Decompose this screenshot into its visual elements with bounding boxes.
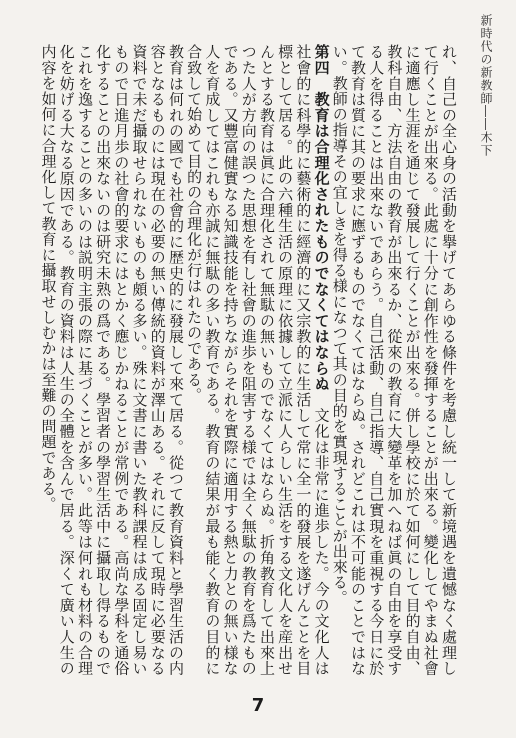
running-head: 新時代の新教師――木下 [479,14,493,157]
main-text [22,44,458,676]
section-heading: 第四 教育は合理化されたものでなくてはならぬ [312,44,331,392]
section-body: 文化は非常に進歩した。今の文化人は社會的に科學的に藝術的に經濟的に又宗教的に生活して常に全一的發展を遂げんことを目標として居る。此の六種生活の原理に依據して立派に人らしい生活をする文化人を産出せんとする教育は眞に合理化されて無駄の無いものでなくてはならぬ。折角教育して出來上つた人が方向の誤つた思想を有し社會の進歩を阻害する様では全く無駄の教育を爲たものである。又豐富健實なる知識技能を持ちながらそれを實際に適用する熱と力との無い様な人を育成してはこれも亦誠に無駄の多い教育である。教育の結果が最も能く教育の目的に合致して始めて目的の合理化が行はれたのである。 [185,44,331,676]
section-paragraph [185,44,331,676]
page-number: 7 [251,695,265,716]
paragraph: れ、自己の全心身の活動を擧げてあらゆる條件を考慮し統一して新境遇を遺憾なく處理して行くことが出來る。此處に十分に創作性を發揮することが出來る。變化してやまぬ社會に適應し生涯を通じて發展して行くことが出來る。併し學校に於て如何にして目的自由、教科自由、方法自由の教育が出來るか、從來の教育に大變革を加へねば眞の自由を享受する人を得ることは出來ないであらう。自己活動、自己指導、自己實現を重視する今日に於て教育は質に其の要求に應ずるものでなくてはならぬ。されどこれは不可能のことではない。教師の指導その宜しきを得る様になつて其の目的を實現することが出來る。 [330,44,458,676]
paragraph: 教育は何れの國でも社會的に歴史的に發展して來て居る。從つて教育資料と學習生活の内容となるものには現在の必要の無い傳統的資料が澤山ある。それに反して現時に必要なる資料で未だ攝取せられないものも頗る多い。殊に文書に書いた教科課程は成る固定し易いもので日進月歩の社會的要求にはとかく應じかねることが常例である。高尚な學科を通俗化することの出來ないのは研究未熟の爲である。學習者の學習生活中に攝取し得るものでこれを逸することの多いのは説明主張の際に基づくことが多い。此等は何れも材料の合理化を妨げる大なる原因である。教育の資料は人生の全體を含んで居る。深くて廣い人生の内容を如何に合理化して教育に攝取せしむかは至難の問題である。 [39,44,185,676]
